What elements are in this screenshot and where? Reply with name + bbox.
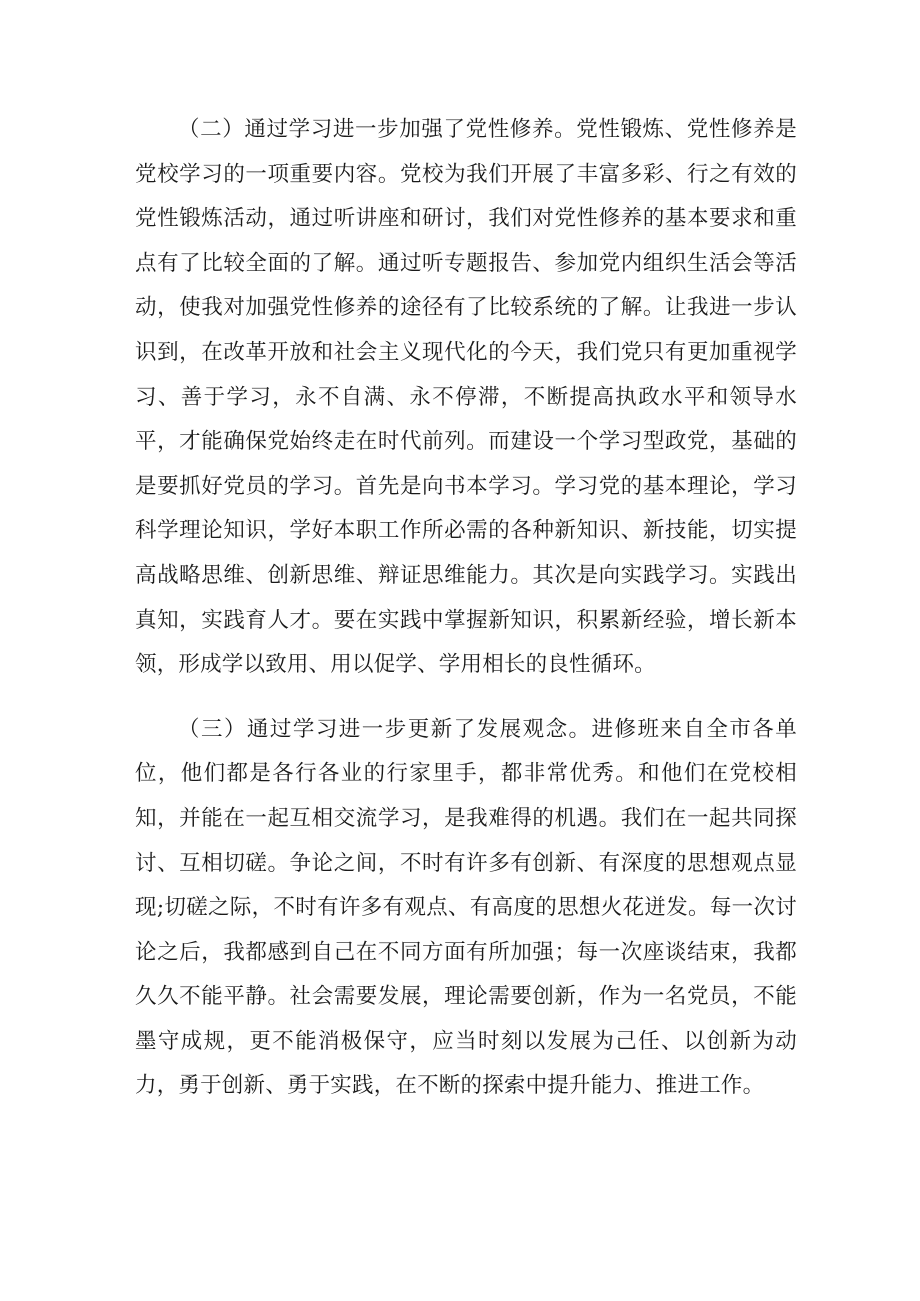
paragraph-development-concept: （三）通过学习进一步更新了发展观念。进修班来自全市各单位，他们都是各行各业的行家里手，都非常优秀。和他们在党校相知，并能在一起互相交流学习，是我难得的机遇。我们在一起共同探讨、互相切磋。争论之间，不时有许多有创新、有深度的思想观点显现;切磋之际，不时有许多有观点、有高度的思想火花迸发。每一次讨论之后，我都感到自己在不同方面有所加强；每一次座谈结束，我都久久不能平静。社会需要发展，理论需要创新，作为一名党员，不能墨守成规，更不能消极保守，应当时刻以发展为己任、以创新为动力，勇于创新、勇于实践，在不断的探索中提升能力、推进工作。 [135, 716, 797, 1099]
document-body [135, 108, 797, 1109]
paragraph-party-spirit: （二）通过学习进一步加强了党性修养。党性锻炼、党性修养是党校学习的一项重要内容。党校为我们开展了丰富多彩、行之有效的党性锻炼活动，通过听讲座和研讨，我们对党性修养的基本要求和重点有了比较全面的了解。通过听专题报告、参加党内组织生活会等活动，使我对加强党性修养的途径有了比较系统的了解。让我进一步认识到，在改革开放和社会主义现代化的今天，我们党只有更加重视学习、善于学习，永不自满、永不停滞，不断提高执政水平和领导水平，才能确保党始终走在时代前列。而建设一个学习型政党，基础的是要抓好党员的学习。首先是向书本学习。学习党的基本理论，学习科学理论知识，学好本职工作所必需的各种新知识、新技能，切实提高战略思维、创新思维、辩证思维能力。其次是向实践学习。实践出真知，实践育人才。要在实践中掌握新知识，积累新经验，增长新本领，形成学以致用、用以促学、学用相长的良性循环。 [135, 117, 797, 678]
